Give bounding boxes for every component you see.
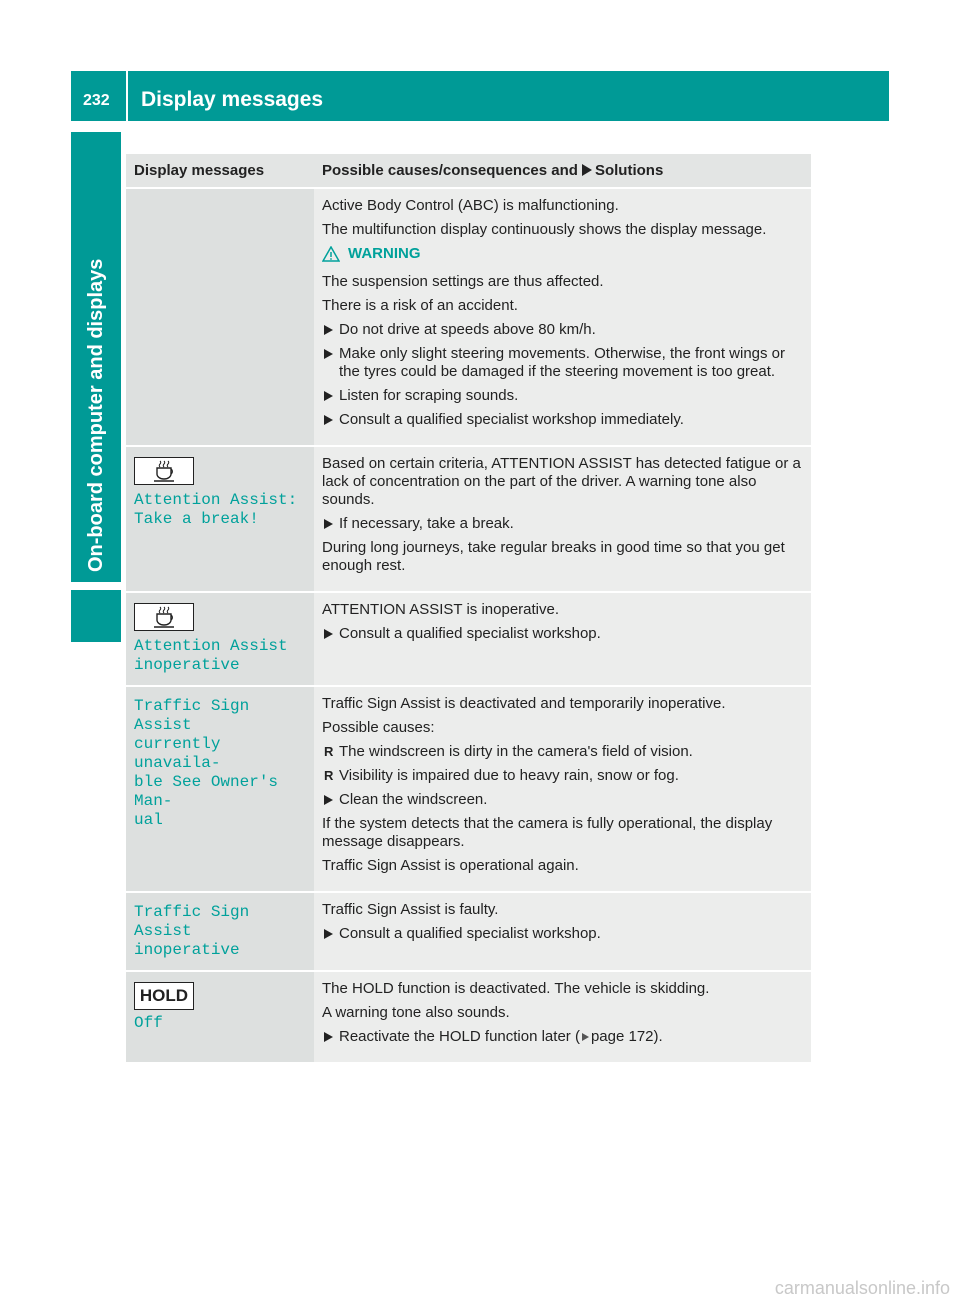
bullet-r-icon: R — [324, 744, 334, 759]
message-cell — [126, 686, 314, 892]
step-arrow-icon — [324, 629, 333, 639]
text-line: Possible causes: — [322, 719, 435, 736]
bullet-r-icon: R — [324, 768, 334, 783]
cause-bullet — [322, 767, 803, 785]
message-cell — [126, 446, 314, 592]
action-step — [322, 411, 803, 429]
text-line: ATTENTION ASSIST is inoperative. — [322, 601, 560, 618]
warning-label: WARNING — [348, 245, 421, 262]
step-text: Listen for scraping sounds. — [339, 387, 519, 404]
bullet-text: Visibility is impaired due to heavy rain, snow or fog. — [339, 767, 679, 784]
warning-triangle-icon — [322, 246, 340, 262]
text-line: There is a risk of an accident. — [322, 297, 518, 314]
text-line: The suspension settings are thus affected. — [322, 273, 604, 290]
display-message-text: Traffic Sign Assist currently unavaila‑ ble See Owner's Man‑ ual — [134, 697, 279, 829]
table-row — [126, 446, 811, 592]
text-line: The HOLD function is deactivated. The vehicle is skidding. — [322, 980, 710, 997]
cause-bullet — [322, 743, 803, 761]
step-text: Reactivate the HOLD function later ( — [339, 1028, 580, 1045]
watermark: carmanualsonline.info — [774, 1278, 950, 1298]
step-arrow-icon — [324, 795, 333, 805]
step-arrow-icon — [324, 325, 333, 335]
table-row — [126, 892, 811, 971]
display-messages-table — [126, 154, 811, 1064]
step-text: Do not drive at speeds above 80 km/h. — [339, 321, 596, 338]
action-step — [322, 925, 803, 943]
step-text: Make only slight steering movements. Otherwise, the front wings or the tyres could be damaged if the steering movement is too great. — [339, 345, 786, 380]
step-text: Consult a qualified specialist workshop. — [339, 925, 601, 942]
display-message-text: Traffic Sign Assist inoperative — [134, 903, 250, 959]
solution-cell — [314, 686, 811, 892]
solution-cell — [314, 892, 811, 971]
hold-icon: HOLD — [134, 982, 194, 1010]
page-title: Display messages — [141, 88, 324, 111]
display-message-text: Off — [134, 1014, 163, 1032]
action-step — [322, 625, 803, 643]
text-line: Traffic Sign Assist is deactivated and temporarily inoperative. — [322, 695, 726, 712]
coffee-cup-icon — [134, 603, 194, 631]
col-header-prefix: Possible causes/consequences and — [322, 162, 578, 179]
message-cell — [126, 188, 314, 446]
step-arrow-icon — [324, 415, 333, 425]
action-step — [322, 321, 803, 339]
col-header-suffix: Solutions — [594, 162, 664, 179]
col-header-solutions — [314, 154, 811, 188]
text-line: If the system detects that the camera is fully operational, the display message disappears. — [322, 815, 773, 850]
solution-cell — [314, 592, 811, 686]
table-row — [126, 971, 811, 1063]
text-line: Based on certain criteria, ATTENTION ASSIST has detected fatigue or a lack of concentration on the part of the driver. A warning tone also sounds. — [322, 455, 801, 508]
message-cell — [126, 592, 314, 686]
display-message-text: Attention Assist inoperative — [134, 637, 288, 674]
step-text: Clean the windscreen. — [339, 791, 488, 808]
step-text: Consult a qualified specialist workshop immediately. — [339, 411, 684, 428]
solution-arrow-icon — [582, 164, 592, 176]
header-divider — [126, 71, 128, 121]
step-arrow-icon — [324, 1032, 333, 1042]
text-line: A warning tone also sounds. — [322, 1004, 510, 1021]
text-line: The multifunction display continuously shows the display message. — [322, 221, 767, 238]
step-arrow-icon — [324, 519, 333, 529]
text-line: Traffic Sign Assist is faulty. — [322, 901, 499, 918]
bullet-text: The windscreen is dirty in the camera's field of vision. — [339, 743, 693, 760]
step-arrow-icon — [324, 929, 333, 939]
step-text: If necessary, take a break. — [339, 515, 514, 532]
step-arrow-icon — [324, 391, 333, 401]
page-ref-link[interactable]: page 172). — [590, 1028, 663, 1045]
page-header — [71, 71, 889, 121]
message-cell — [126, 892, 314, 971]
step-text: Consult a qualified specialist workshop. — [339, 625, 601, 642]
coffee-cup-icon — [134, 457, 194, 485]
action-step — [322, 345, 803, 381]
step-arrow-icon — [324, 349, 333, 359]
text-line: During long journeys, take regular breaks in good time so that you get enough rest. — [322, 539, 785, 574]
action-step — [322, 1028, 803, 1046]
table-row — [126, 188, 811, 446]
table-row — [126, 686, 811, 892]
side-tab — [71, 132, 121, 582]
text-line: Active Body Control (ABC) is malfunctioning. — [322, 197, 619, 214]
action-step — [322, 387, 803, 405]
solution-cell — [314, 188, 811, 446]
warning-heading — [322, 245, 803, 263]
text-line: Traffic Sign Assist is operational again. — [322, 857, 579, 874]
table-row — [126, 592, 811, 686]
solution-cell — [314, 971, 811, 1063]
col-header-messages: Display messages — [126, 154, 314, 188]
action-step — [322, 515, 803, 533]
solution-cell — [314, 446, 811, 592]
display-message-text: Attention Assist: Take a break! — [134, 491, 298, 528]
table-header-row — [126, 154, 811, 188]
page-ref-arrow-icon — [582, 1033, 589, 1041]
action-step — [322, 791, 803, 809]
message-cell — [126, 971, 314, 1063]
side-tab-marker — [71, 590, 121, 642]
page-number: 232 — [83, 92, 110, 109]
side-tab-label: On-board computer and displays — [85, 258, 107, 572]
